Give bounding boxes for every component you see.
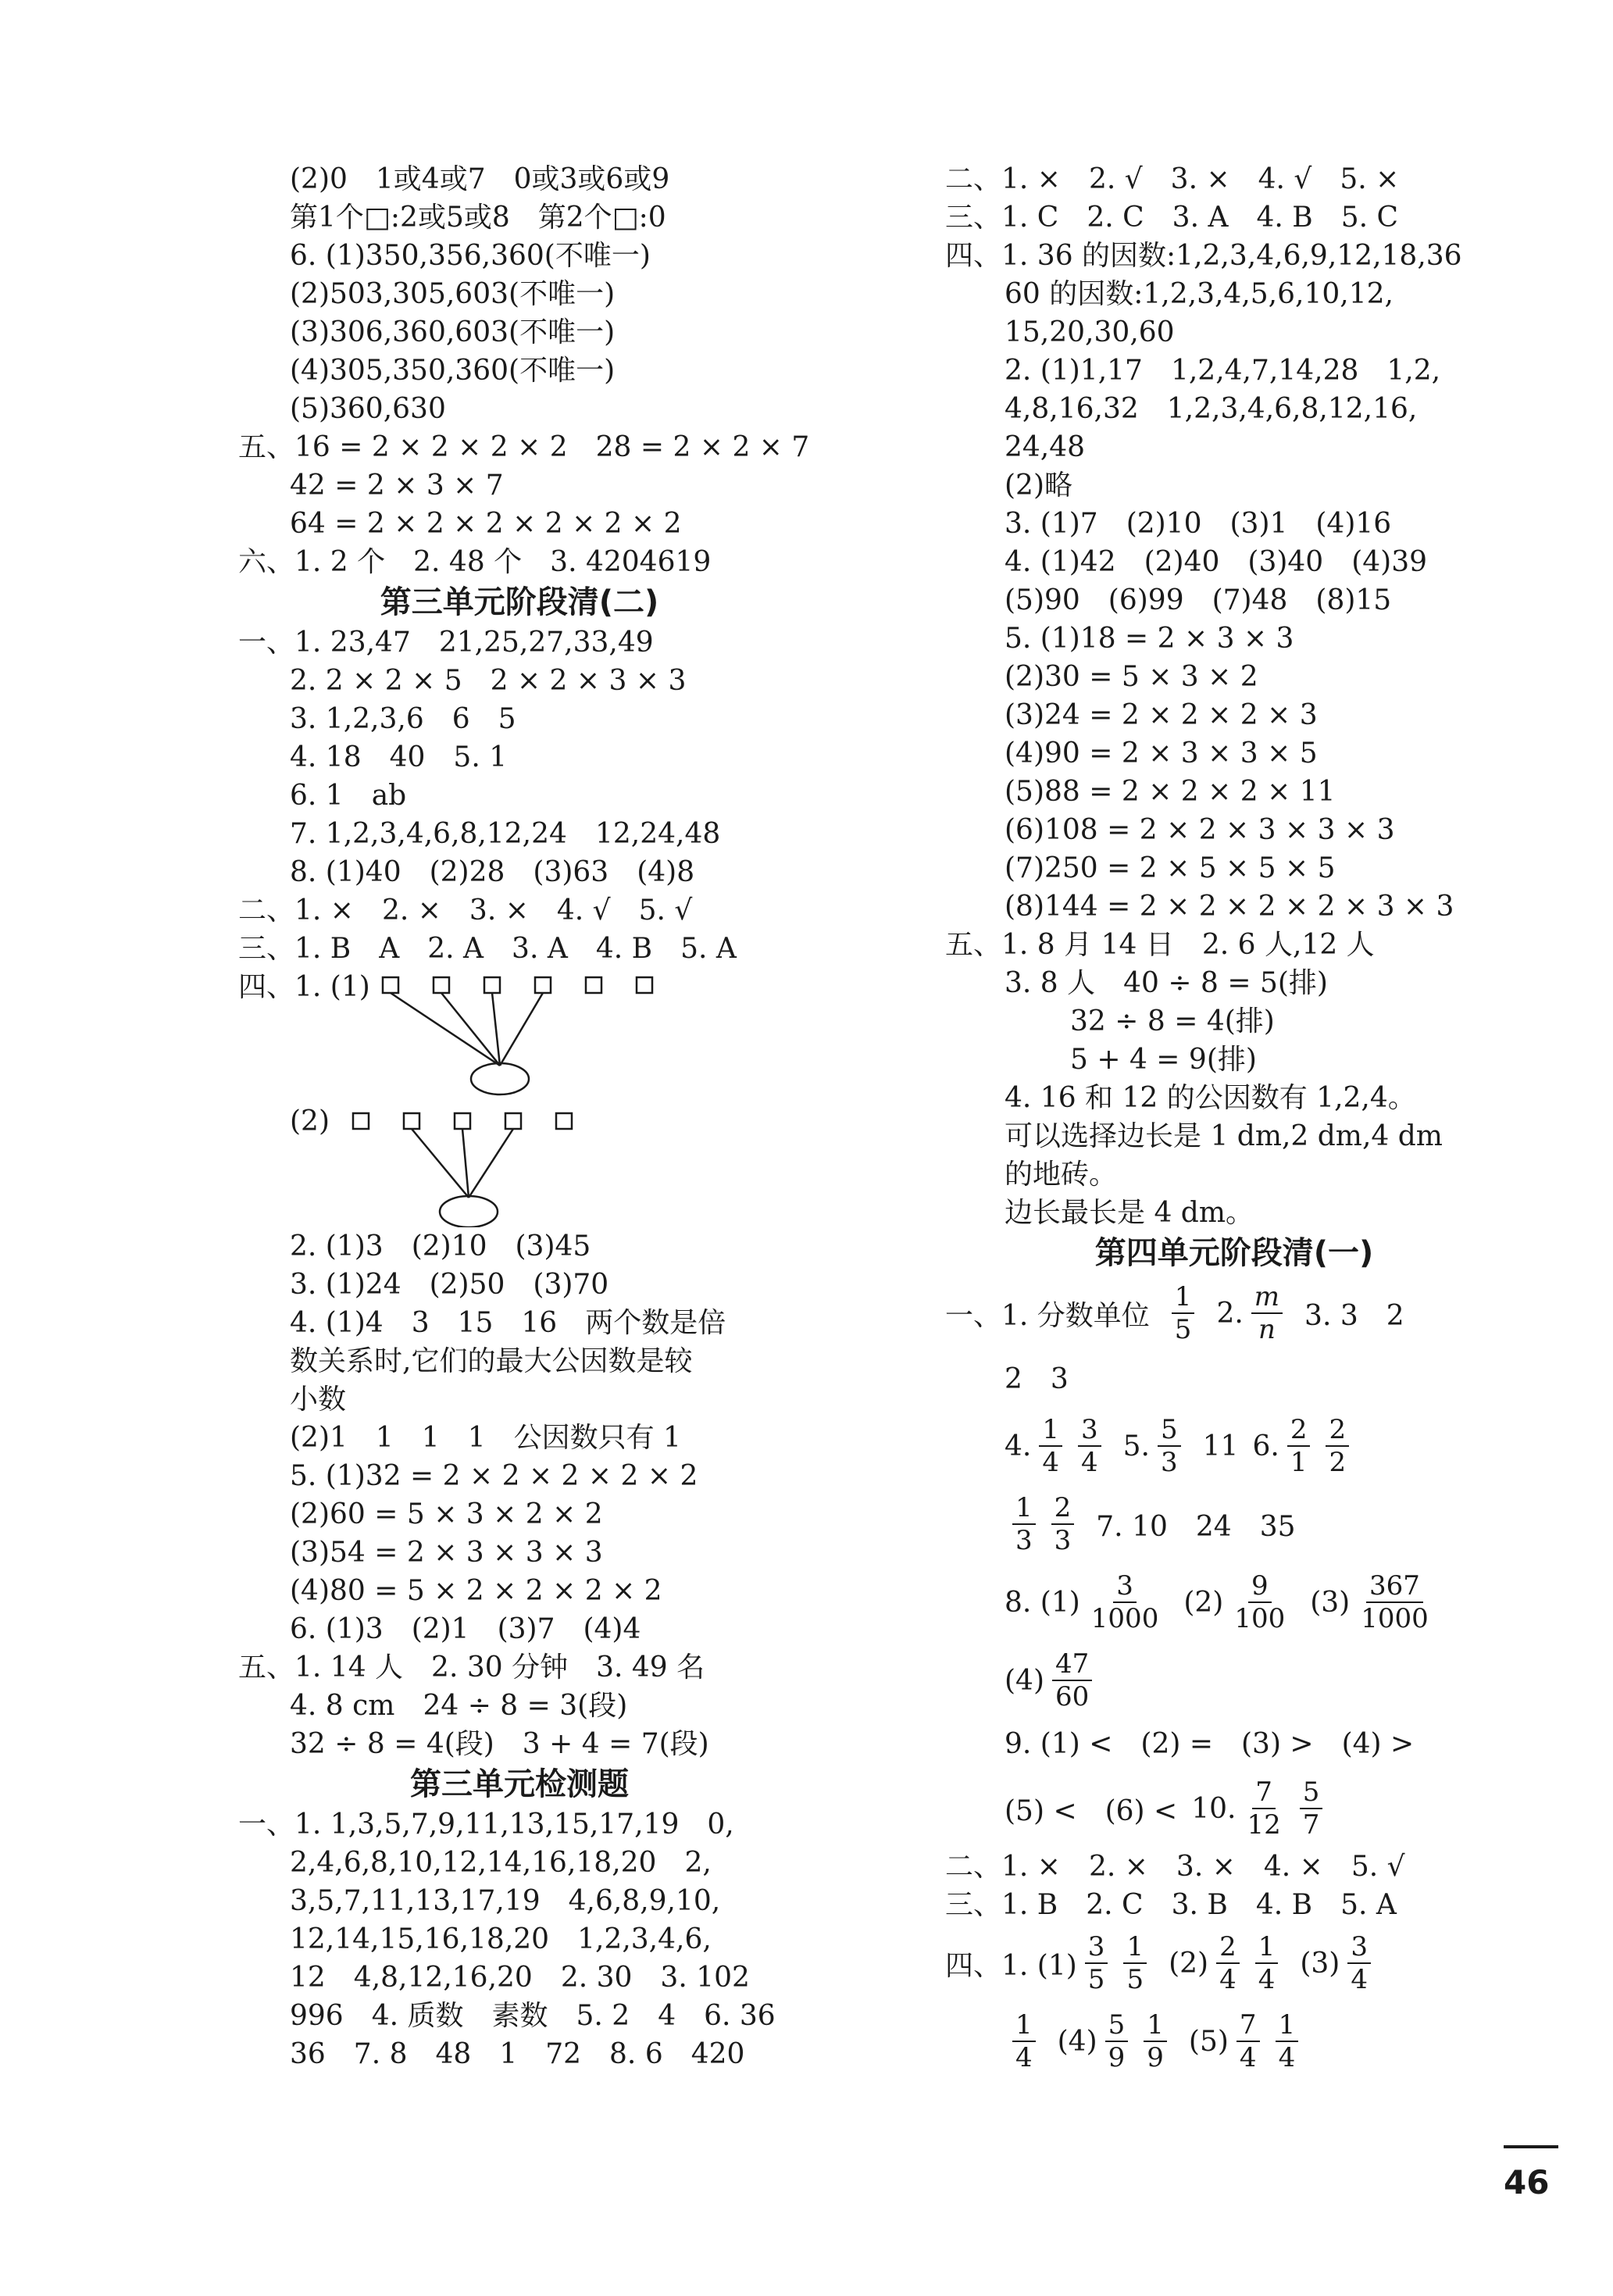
text: 2. <box>1216 1297 1244 1330</box>
factor-tree-diagram-1 <box>238 968 801 1102</box>
answer-line: 六、1. 2 个 2. 48 个 3. 4204619 <box>238 546 712 578</box>
answer-line: 边长最长是 4 dm。 <box>1005 1197 1254 1229</box>
tree-label: (2) <box>290 1105 330 1137</box>
fraction: $\frac{3}{4}$ <box>1347 1931 1371 1995</box>
fraction: $\frac{2}{2}$ <box>1326 1414 1349 1478</box>
text: 一、1. 分数单位 <box>945 1299 1150 1332</box>
dash-divider <box>1504 2145 1558 2148</box>
fraction: $\frac{7}{12}$ <box>1247 1776 1281 1841</box>
answer-line: 三、1. B A 2. A 3. A 4. B 5. A <box>238 933 737 965</box>
text: (2) <box>1169 1947 1209 1980</box>
fraction-line <box>945 2002 1523 2080</box>
text: (3) <box>1310 1586 1351 1619</box>
answer-line: 4. 16 和 12 的公因数有 1,2,4。 <box>1005 1082 1416 1114</box>
answer-line: (3)24 = 2 × 2 × 2 × 3 <box>1005 699 1318 731</box>
answer-line: 的地砖。 <box>1005 1159 1118 1191</box>
answer-line: 2 3 <box>1005 1363 1069 1395</box>
answer-line: 36 7. 8 48 1 72 8. 6 420 <box>290 2038 745 2070</box>
text: 5. <box>1122 1430 1150 1462</box>
answer-line: 6. 1 ab <box>290 780 407 812</box>
answer-line: 12 4,8,12,16,20 2. 30 3. 102 <box>290 1962 750 1994</box>
answer-line: 64 = 2 × 2 × 2 × 2 × 2 × 2 <box>290 508 682 540</box>
answer-line: 32 ÷ 8 = 4(段) 3 + 4 = 7(段) <box>290 1728 709 1760</box>
fraction-line <box>945 1769 1523 1848</box>
fraction: $\frac{1}{4}$ <box>1039 1414 1062 1478</box>
answer-line: 60 的因数:1,2,3,4,5,6,10,12, <box>1005 278 1394 310</box>
answer-line: 三、1. B 2. C 3. B 4. B 5. A <box>945 1889 1397 1921</box>
fraction: $\frac{47}{60}$ <box>1052 1648 1092 1712</box>
box-shape <box>353 1113 369 1129</box>
fraction: $\frac{1}{9}$ <box>1144 2009 1167 2073</box>
answer-line: 第1个□:2或5或8 第2个□:0 <box>290 202 666 234</box>
tree-2-graphic <box>238 1102 801 1227</box>
fraction-line <box>945 1924 1523 2002</box>
box-shape <box>383 977 398 993</box>
answer-line: 6. (1)3 (2)1 (3)7 (4)4 <box>290 1613 641 1645</box>
answer-line: (7)250 = 2 × 5 × 5 × 5 <box>1005 852 1336 884</box>
answer-line: 小数 <box>290 1384 347 1416</box>
answer-line: 2. (1)1,17 1,2,4,7,14,28 1,2, <box>1005 355 1441 387</box>
answer-line: 5 + 4 = 9(排) <box>1070 1044 1257 1076</box>
section-title: 第三单元阶段清(二) <box>380 584 659 620</box>
section-title: 第四单元阶段清(一) <box>1094 1235 1374 1271</box>
answer-line: 2. 2 × 2 × 5 2 × 2 × 3 × 3 <box>290 665 687 697</box>
text: (5) < (6) < <box>1005 1794 1178 1827</box>
answer-line: 9. (1) < (2) = (3) > (4) > <box>1005 1728 1415 1760</box>
answer-line: (2)1 1 1 1 公因数只有 1 <box>290 1422 681 1454</box>
fraction: $\frac{1}{3}$ <box>1012 1492 1036 1556</box>
text: 7. 10 24 35 <box>1096 1510 1296 1543</box>
answer-line: (2)30 = 5 × 3 × 2 <box>1005 661 1258 693</box>
answer-line: 8. (1)40 (2)28 (3)63 (4)8 <box>290 856 695 888</box>
fraction: $\frac{3}{5}$ <box>1085 1931 1108 1995</box>
answer-line: (5)90 (6)99 (7)48 (8)15 <box>1005 584 1392 616</box>
answer-line: 五、1. 8 月 14 日 2. 6 人,12 人 <box>945 929 1375 961</box>
answer-line: 4. 8 cm 24 ÷ 8 = 3(段) <box>290 1690 628 1722</box>
answer-line: (2)503,305,603(不唯一) <box>290 278 616 310</box>
box-shape <box>637 977 652 993</box>
page-number <box>1504 2125 1613 2201</box>
answer-line: (2)略 <box>1005 470 1072 502</box>
answer-line: 二、1. × 2. × 3. × 4. × 5. √ <box>945 1851 1405 1883</box>
answer-line: 7. 1,2,3,4,6,8,12,24 12,24,48 <box>290 818 721 850</box>
fraction-line <box>945 1485 1523 1563</box>
text: 3. 3 2 <box>1304 1299 1404 1332</box>
answer-line: 二、1. × 2. × 3. × 4. √ 5. √ <box>238 894 693 927</box>
answer-line: 5. (1)18 = 2 × 3 × 3 <box>1005 623 1294 655</box>
answer-line: 996 4. 质数 素数 5. 2 4 6. 36 <box>290 2000 776 2032</box>
box-shape <box>484 977 500 993</box>
answer-line: 32 ÷ 8 = 4(排) <box>1070 1005 1275 1037</box>
text: (3) <box>1300 1947 1340 1980</box>
answer-line: 3. (1)24 (2)50 (3)70 <box>290 1269 609 1301</box>
fraction-line <box>945 1563 1523 1641</box>
answer-line: (5)88 = 2 × 2 × 2 × 11 <box>1005 776 1336 808</box>
answer-line: 可以选择边长是 1 dm,2 dm,4 dm <box>1005 1120 1443 1152</box>
box-shape <box>505 1113 521 1129</box>
fraction-line <box>945 1407 1523 1485</box>
fraction: $\frac{1}{4}$ <box>1255 1931 1279 1995</box>
text: (4) <box>1005 1664 1044 1697</box>
answer-line: 4. 18 40 5. 1 <box>290 741 508 773</box>
fraction: $\frac{5}{7}$ <box>1300 1776 1323 1841</box>
answer-line: 4. (1)4 3 15 16 两个数是倍 <box>290 1307 726 1339</box>
text: (2) <box>1183 1586 1224 1619</box>
fraction: $\frac{2}{1}$ <box>1287 1414 1311 1478</box>
fraction-line <box>945 1274 1523 1352</box>
text: 11 <box>1202 1430 1239 1462</box>
fraction: $\frac{3}{4}$ <box>1078 1414 1101 1478</box>
fraction: $\frac{367}{1000}$ <box>1361 1570 1429 1634</box>
answer-line: (5)360,630 <box>290 393 446 425</box>
text: (4) <box>1057 2025 1097 2058</box>
answer-line: (2)60 = 5 × 3 × 2 × 2 <box>290 1498 603 1530</box>
answer-line: (4)305,350,360(不唯一) <box>290 355 616 387</box>
text: (5) <box>1188 2025 1229 2058</box>
answer-line: 4. (1)42 (2)40 (3)40 (4)39 <box>1005 546 1428 578</box>
fraction: $\frac{3}{1000}$ <box>1090 1570 1159 1634</box>
text: 4. <box>1005 1430 1032 1462</box>
answer-line: (4)80 = 5 × 2 × 2 × 2 × 2 <box>290 1575 662 1607</box>
answer-line: 4,8,16,32 1,2,3,4,6,8,12,16, <box>1005 393 1418 425</box>
fraction: $\frac{9}{100}$ <box>1234 1570 1286 1634</box>
box-shape <box>434 977 449 993</box>
text: 10. <box>1191 1792 1237 1825</box>
answer-line: 2,4,6,8,10,12,14,16,18,20 2, <box>290 1847 712 1879</box>
fraction: $\frac{m}{n}$ <box>1251 1281 1283 1345</box>
answer-line: 42 = 2 × 3 × 7 <box>290 470 504 502</box>
box-shape <box>455 1113 470 1129</box>
text: 四、1. (1) <box>945 1949 1077 1982</box>
answer-line: 3. 1,2,3,6 6 5 <box>290 703 516 735</box>
fraction-line <box>945 1641 1523 1719</box>
answer-line: 一、1. 23,47 21,25,27,33,49 <box>238 627 654 659</box>
box-shape <box>556 1113 572 1129</box>
box-shape <box>586 977 601 993</box>
right-column <box>945 160 1523 2080</box>
answer-line: (3)306,360,603(不唯一) <box>290 316 616 348</box>
answer-line: 三、1. C 2. C 3. A 4. B 5. C <box>945 202 1399 234</box>
answer-line: 二、1. × 2. √ 3. × 4. √ 5. × <box>945 163 1400 195</box>
answer-line: 3. 8 人 40 ÷ 8 = 5(排) <box>1005 967 1328 999</box>
page-number-text: 46 <box>1504 2163 1550 2201</box>
answer-line: 3,5,7,11,13,17,19 4,6,8,9,10, <box>290 1885 721 1917</box>
answer-line: 四、1. 36 的因数:1,2,3,4,6,9,12,18,36 <box>945 240 1462 272</box>
fraction: $\frac{2}{3}$ <box>1051 1492 1075 1556</box>
left-column <box>238 160 810 2073</box>
tree-1-graphic <box>238 968 801 1102</box>
fraction: $\frac{1}{4}$ <box>1012 2009 1036 2073</box>
text: 8. (1) <box>1005 1586 1080 1619</box>
answer-line: (6)108 = 2 × 2 × 3 × 3 × 3 <box>1005 814 1395 846</box>
answer-line: 五、16 = 2 × 2 × 2 × 2 28 = 2 × 2 × 7 <box>238 431 810 463</box>
section-title: 第三单元检测题 <box>410 1766 629 1802</box>
tree-label: 四、1. (1) <box>238 971 370 1003</box>
answer-line: 12,14,15,16,18,20 1,2,3,4,6, <box>290 1923 712 1955</box>
answer-line: 五、1. 14 人 2. 30 分钟 3. 49 名 <box>238 1651 705 1684</box>
box-shape <box>404 1113 419 1129</box>
answer-line: 6. (1)350,356,360(不唯一) <box>290 240 651 272</box>
answer-line: 2. (1)3 (2)10 (3)45 <box>290 1230 591 1262</box>
fraction: $\frac{5}{9}$ <box>1105 2009 1129 2073</box>
fraction: $\frac{2}{4}$ <box>1216 1931 1240 1995</box>
answer-line: 3. (1)7 (2)10 (3)1 (4)16 <box>1005 508 1392 540</box>
answer-line: (8)144 = 2 × 2 × 2 × 2 × 3 × 3 <box>1005 891 1454 923</box>
text: 6. <box>1252 1430 1279 1462</box>
answer-line: 5. (1)32 = 2 × 2 × 2 × 2 × 2 <box>290 1460 698 1492</box>
answer-line: (2)0 1或4或7 0或3或6或9 <box>290 163 670 195</box>
answer-line: 一、1. 1,3,5,7,9,11,13,15,17,19 0, <box>238 1809 734 1841</box>
fraction: $\frac{5}{3}$ <box>1158 1414 1181 1478</box>
answer-line: (3)54 = 2 × 3 × 3 × 3 <box>290 1537 603 1569</box>
fraction: $\frac{1}{4}$ <box>1276 2009 1299 2073</box>
answer-line: 24,48 <box>1005 431 1086 463</box>
answer-line: 15,20,30,60 <box>1005 316 1175 348</box>
answer-line: (4)90 = 2 × 3 × 3 × 5 <box>1005 737 1318 769</box>
fraction: $\frac{1}{5}$ <box>1123 1931 1147 1995</box>
fraction: $\frac{7}{4}$ <box>1237 2009 1260 2073</box>
fraction: $\frac{1}{5}$ <box>1172 1281 1195 1345</box>
answer-line: 数关系时,它们的最大公因数是较 <box>290 1345 693 1377</box>
factor-tree-diagram-2 <box>238 1102 801 1227</box>
box-shape <box>535 977 551 993</box>
